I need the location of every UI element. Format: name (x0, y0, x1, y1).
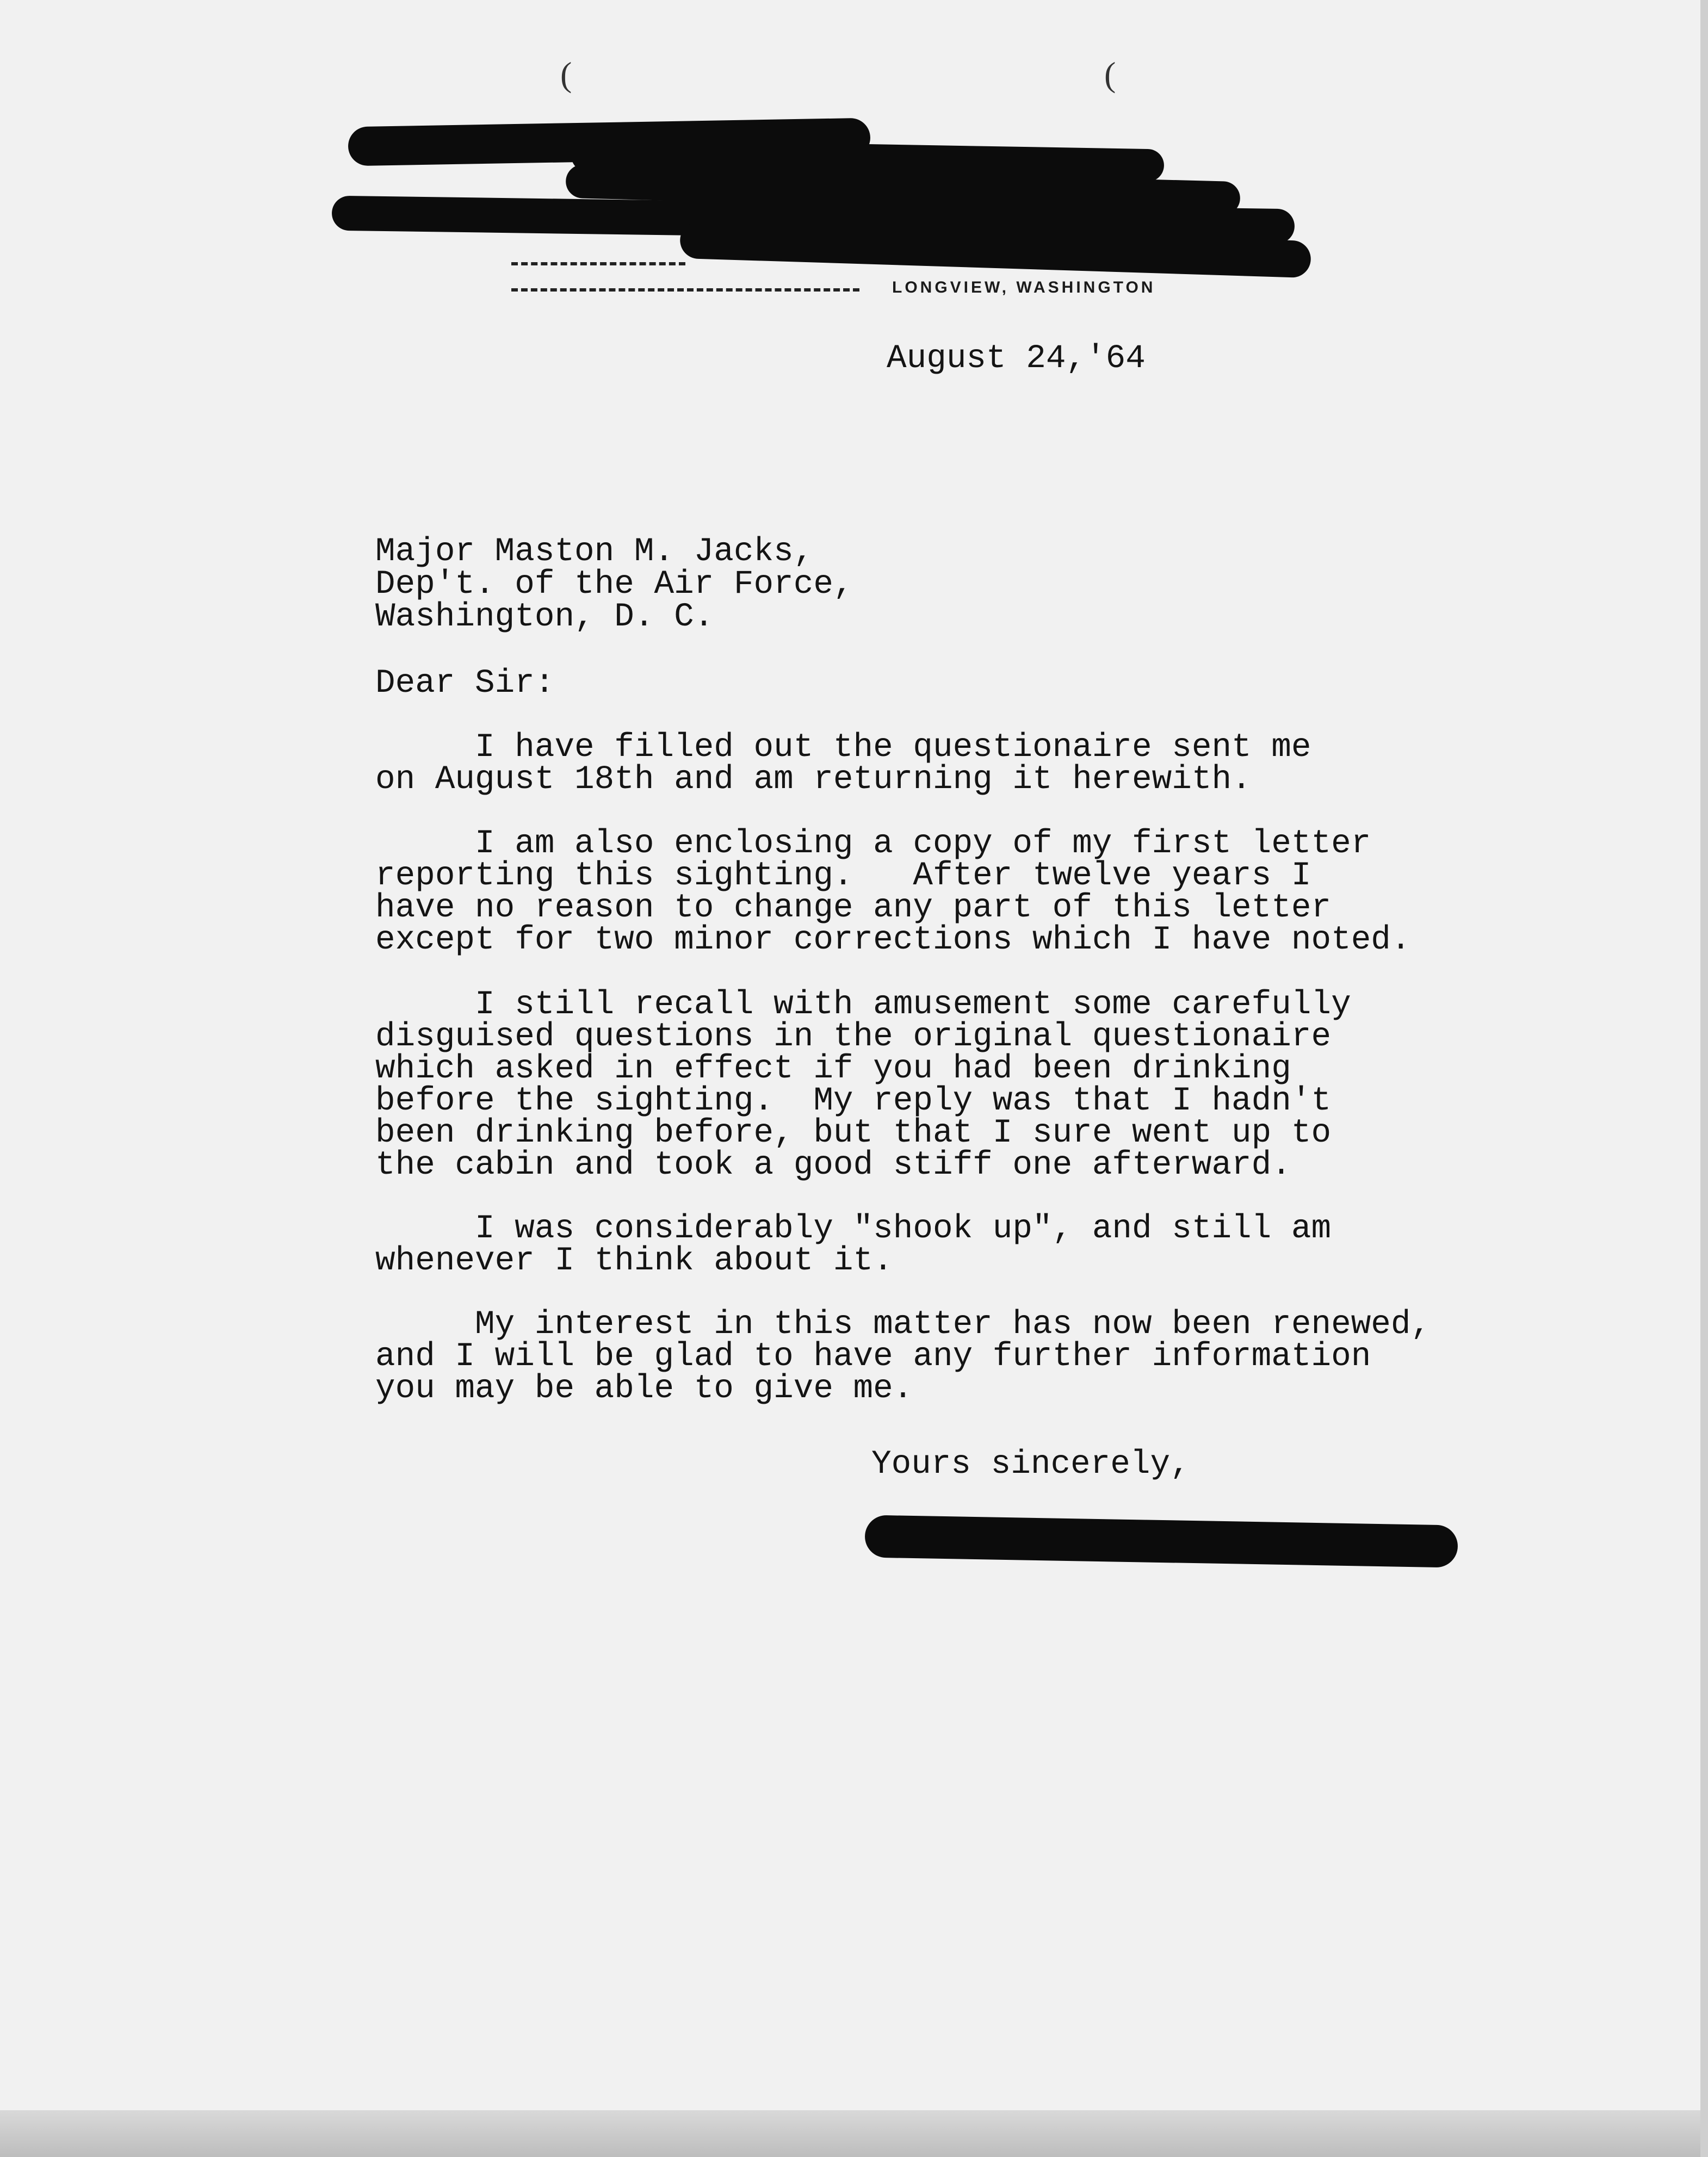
scan-mark-right: ( (1104, 55, 1116, 94)
letter-date: August 24,'64 (887, 340, 1146, 377)
body-paragraph-3: I still recall with amusement some carefully disguised questions in the original questionaire which asked in effect if you had been drinking before the sighting. My reply was that I hadn't been drinking before, but that I sure went up to the cabin and took a good stiff one afterward. (375, 986, 1351, 1184)
scan-right-edge (1700, 0, 1708, 2157)
body-paragraph-4: I was considerably "shook up", and still am whenever I think about it. (375, 1210, 1332, 1280)
letterhead-rule-1 (511, 262, 685, 265)
body-paragraph-2: I am also enclosing a copy of my first letter reporting this sighting. After twelve years I have no reason to change any part of this letter except for two minor corrections which I have noted. (375, 825, 1411, 959)
salutation: Dear Sir: (375, 665, 555, 702)
recipient-line-3: Washington, D. C. (375, 598, 714, 636)
letterhead-city: LONGVIEW, WASHINGTON (892, 278, 1156, 296)
closing: Yours sincerely, (871, 1446, 1190, 1483)
scan-mark-left: ( (560, 55, 572, 94)
recipient-line-2: Dep't. of the Air Force, (375, 566, 853, 603)
recipient-address (375, 533, 853, 636)
signature-redaction (864, 1515, 1458, 1567)
body-paragraph-1: I have filled out the questionaire sent me on August 18th and am returning it herewith. (375, 729, 1311, 798)
letterhead-rule-2 (511, 288, 859, 292)
recipient-line-1: Major Maston M. Jacks, (375, 533, 814, 571)
body-paragraph-5: My interest in this matter has now been renewed, and I will be glad to have any further information you may be able to give me. (375, 1306, 1431, 1408)
scan-bottom-edge (0, 2110, 1708, 2157)
